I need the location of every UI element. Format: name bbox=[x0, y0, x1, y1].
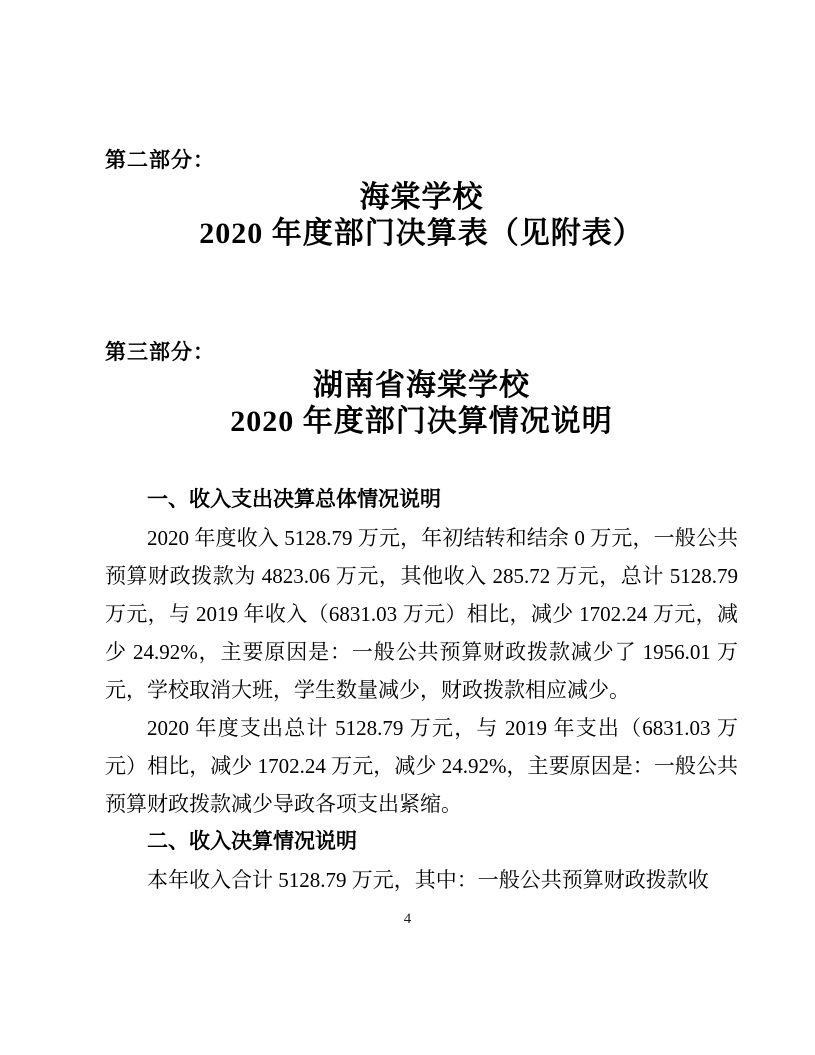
part2-title-line2: 2020 年度部门决算表（见附表） bbox=[199, 217, 644, 250]
part2-title-line1: 海棠学校 bbox=[359, 181, 484, 214]
part2-label: 第二部分： bbox=[105, 149, 215, 172]
part3-label: 第三部分： bbox=[105, 341, 215, 364]
section1-paragraph-1: 2020 年度收入 5128.79 万元，年初结转和结余 0 万元，一般公共预算财政拨款为 4823.06 万元，其他收入 285.72 万元，总计 5128.79 万元，与 2019 年收入（6831.03 万元）相比，减少 1702.24 万元，减少 24.92%，主要原因是：一般公共预算财政拨款减少了 1956.01 万元，学校取消大班，学生数量减少，财政拨款相应减少。 bbox=[105, 526, 738, 702]
section1-heading: 一、收入支出决算总体情况说明 bbox=[147, 488, 441, 511]
section2-paragraph-1: 本年收入合计 5128.79 万元，其中：一般公共预算财政拨款收 bbox=[147, 868, 709, 892]
section1-paragraph-2: 2020 年度支出总计 5128.79 万元，与 2019 年支出（6831.03 万元）相比，减少 1702.24 万元，减少 24.92%，主要原因是：一般公共预算财政拨款减少导政各项支出紧缩。 bbox=[105, 716, 738, 816]
part3-title-line1: 湖南省海棠学校 bbox=[313, 369, 530, 402]
part3-title-line2: 2020 年度部门决算情况说明 bbox=[230, 405, 613, 438]
page-number: 4 bbox=[403, 911, 412, 927]
section2-heading: 二、收入决算情况说明 bbox=[147, 830, 357, 853]
